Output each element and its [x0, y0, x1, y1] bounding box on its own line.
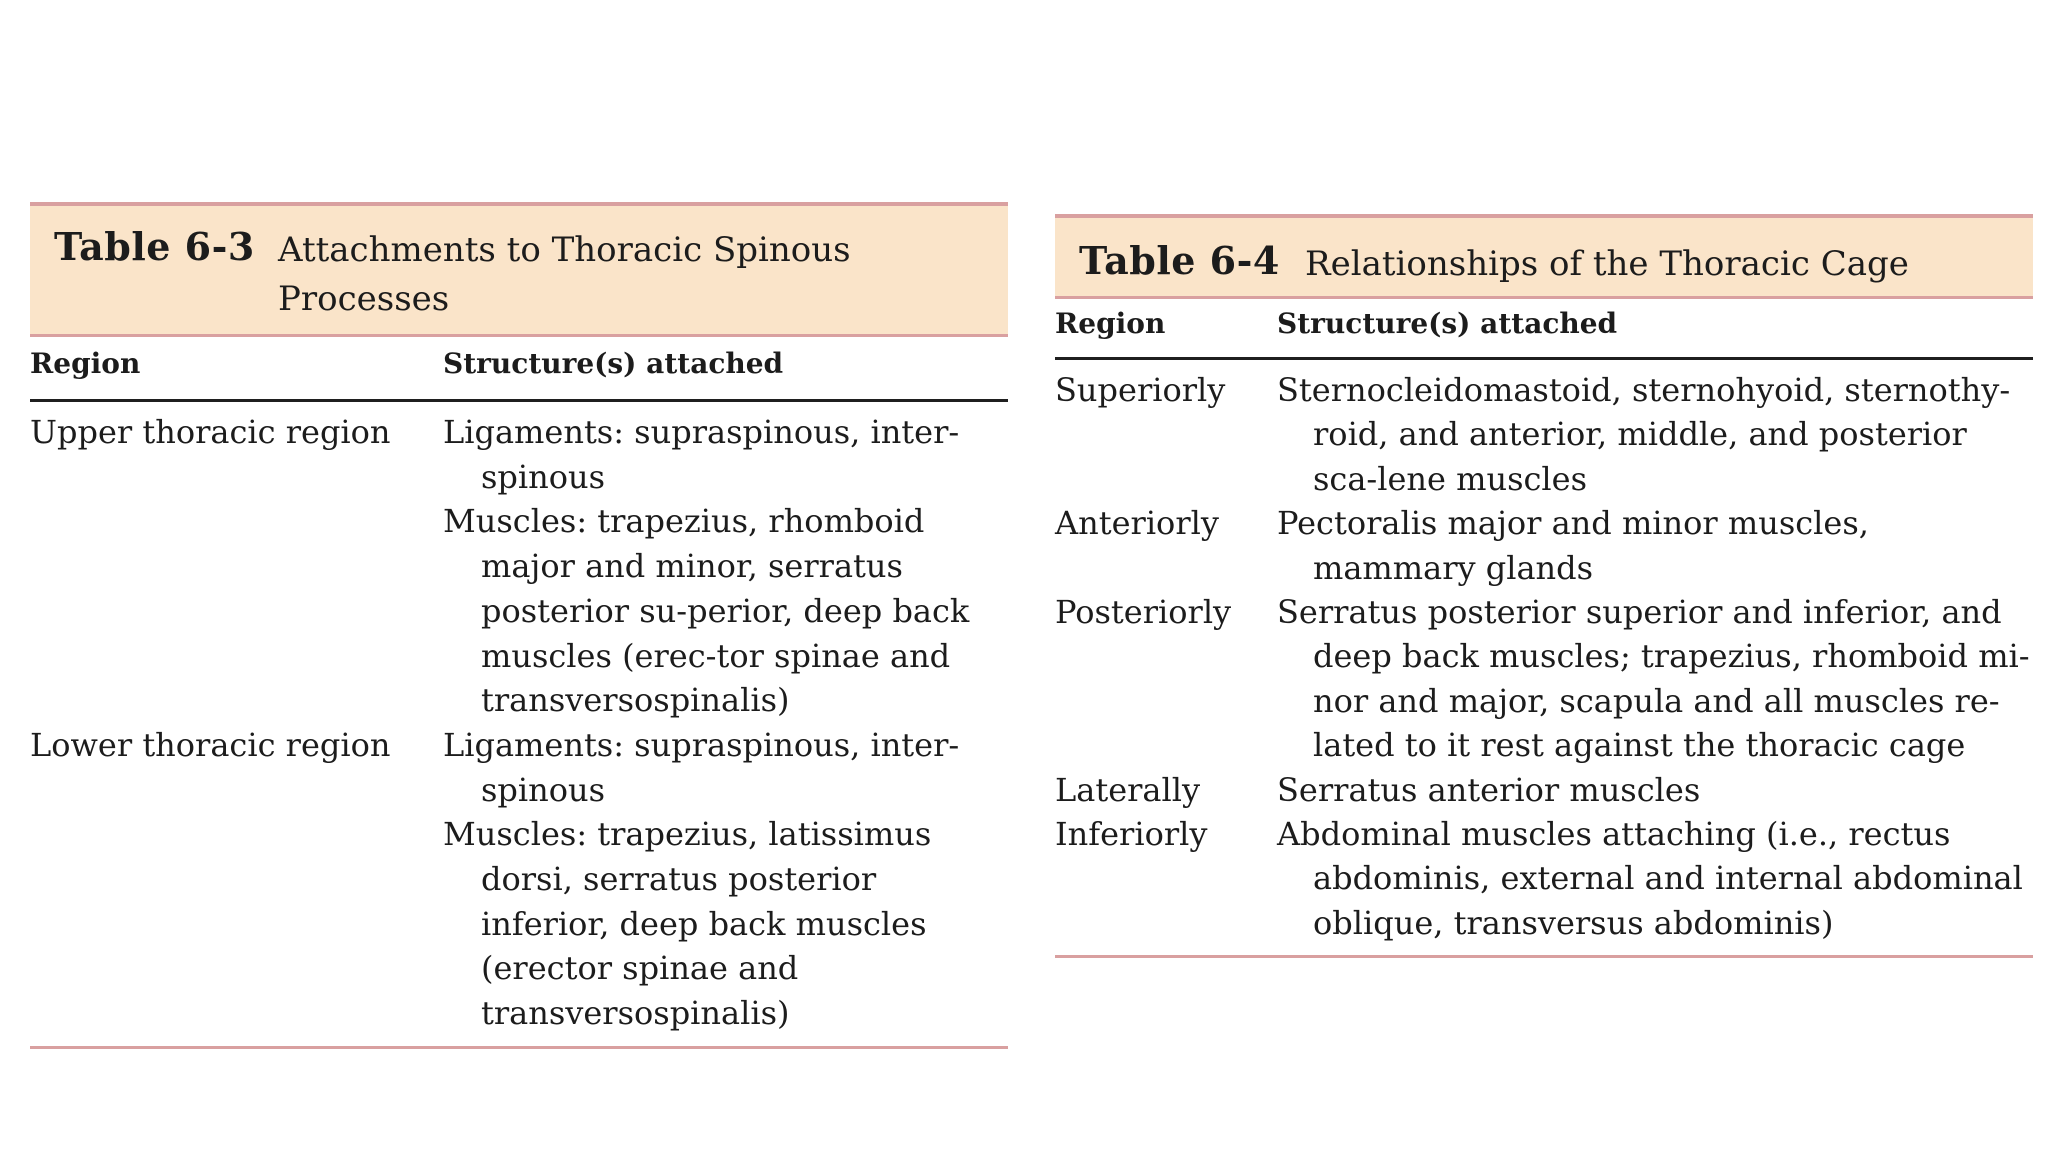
structure-cell: [1277, 768, 2033, 812]
structure-cell: [443, 723, 1008, 1036]
structure-cell: [1277, 812, 2033, 945]
column-header-structure: Structure(s) attached: [1277, 307, 1618, 340]
structure-cell: [1277, 368, 2033, 501]
table-row: [1055, 590, 2033, 768]
structure-cell: [1277, 501, 2033, 590]
bottom-rule: [1055, 955, 2033, 958]
structure-entry: Abdominal muscles attaching (i.e., rectus abdominis, external and internal abdominal oblique, transversus abdominis): [1277, 815, 2023, 942]
table-row: [1055, 812, 2033, 945]
structure-entry: Serratus posterior superior and inferior, and deep back muscles; trapezius, rhomboid mi-nor and major, scapula and all muscles re-lated to it rest against the thoracic cage: [1277, 593, 2030, 765]
structure-entry: Sternocleidomastoid, sternohyoid, sternothy-roid, and anterior, middle, and posterior sca-lene muscles: [1277, 371, 2011, 498]
structure-cell: [443, 410, 1008, 723]
column-header-region: Region: [1055, 307, 1166, 340]
table-row: [30, 410, 1008, 723]
table-body: [1055, 360, 2033, 955]
structure-entry: Muscles: trapezius, latissimus dorsi, serratus posterior inferior, deep back muscles (erector spinae and transversospinalis): [443, 815, 932, 1033]
region-cell: Lower thoracic region: [30, 725, 391, 764]
region-cell: Upper thoracic region: [30, 413, 391, 451]
table-row: [1055, 501, 2033, 590]
column-header-region: Region: [30, 347, 141, 380]
table-header: [1055, 299, 2033, 357]
table-6-4: [1055, 214, 2033, 958]
table-title: Attachments to Thoracic Spinous Processes: [278, 230, 851, 319]
structure-entry: Ligaments: supraspinous, inter-spinous: [443, 725, 960, 809]
table-title: Relationships of the Thoracic Cage: [1305, 244, 1909, 284]
structure-cell: [1277, 590, 2033, 768]
table-number: Table 6-3: [54, 224, 255, 269]
table-6-3: [30, 202, 1008, 1049]
bottom-rule: [30, 1046, 1008, 1049]
region-cell: Laterally: [1055, 770, 1201, 809]
table-body: [30, 402, 1008, 1046]
region-cell: Inferiorly: [1055, 815, 1208, 854]
region-cell: Anteriorly: [1055, 504, 1219, 543]
region-cell: Posteriorly: [1055, 593, 1232, 632]
table-header: [30, 337, 1008, 399]
table-title-band: [30, 206, 1008, 334]
structure-entry: Ligaments: supraspinous, inter-spinous: [443, 413, 960, 496]
table-title-band: [1055, 218, 2033, 296]
table-row: [1055, 768, 2033, 812]
table-number: Table 6-4: [1079, 238, 1280, 283]
table-row: [1055, 368, 2033, 501]
structure-entry: Pectoralis major and minor muscles, mammary glands: [1277, 504, 1869, 587]
column-header-structure: Structure(s) attached: [443, 347, 784, 380]
structure-entry: Serratus anterior muscles: [1277, 770, 1701, 809]
table-row: [30, 723, 1008, 1036]
region-cell: Superiorly: [1055, 371, 1226, 409]
structure-entry: Muscles: trapezius, rhomboid major and minor, serratus posterior su-perior, deep back muscles (erec-tor spinae and transversospinalis): [443, 502, 970, 720]
